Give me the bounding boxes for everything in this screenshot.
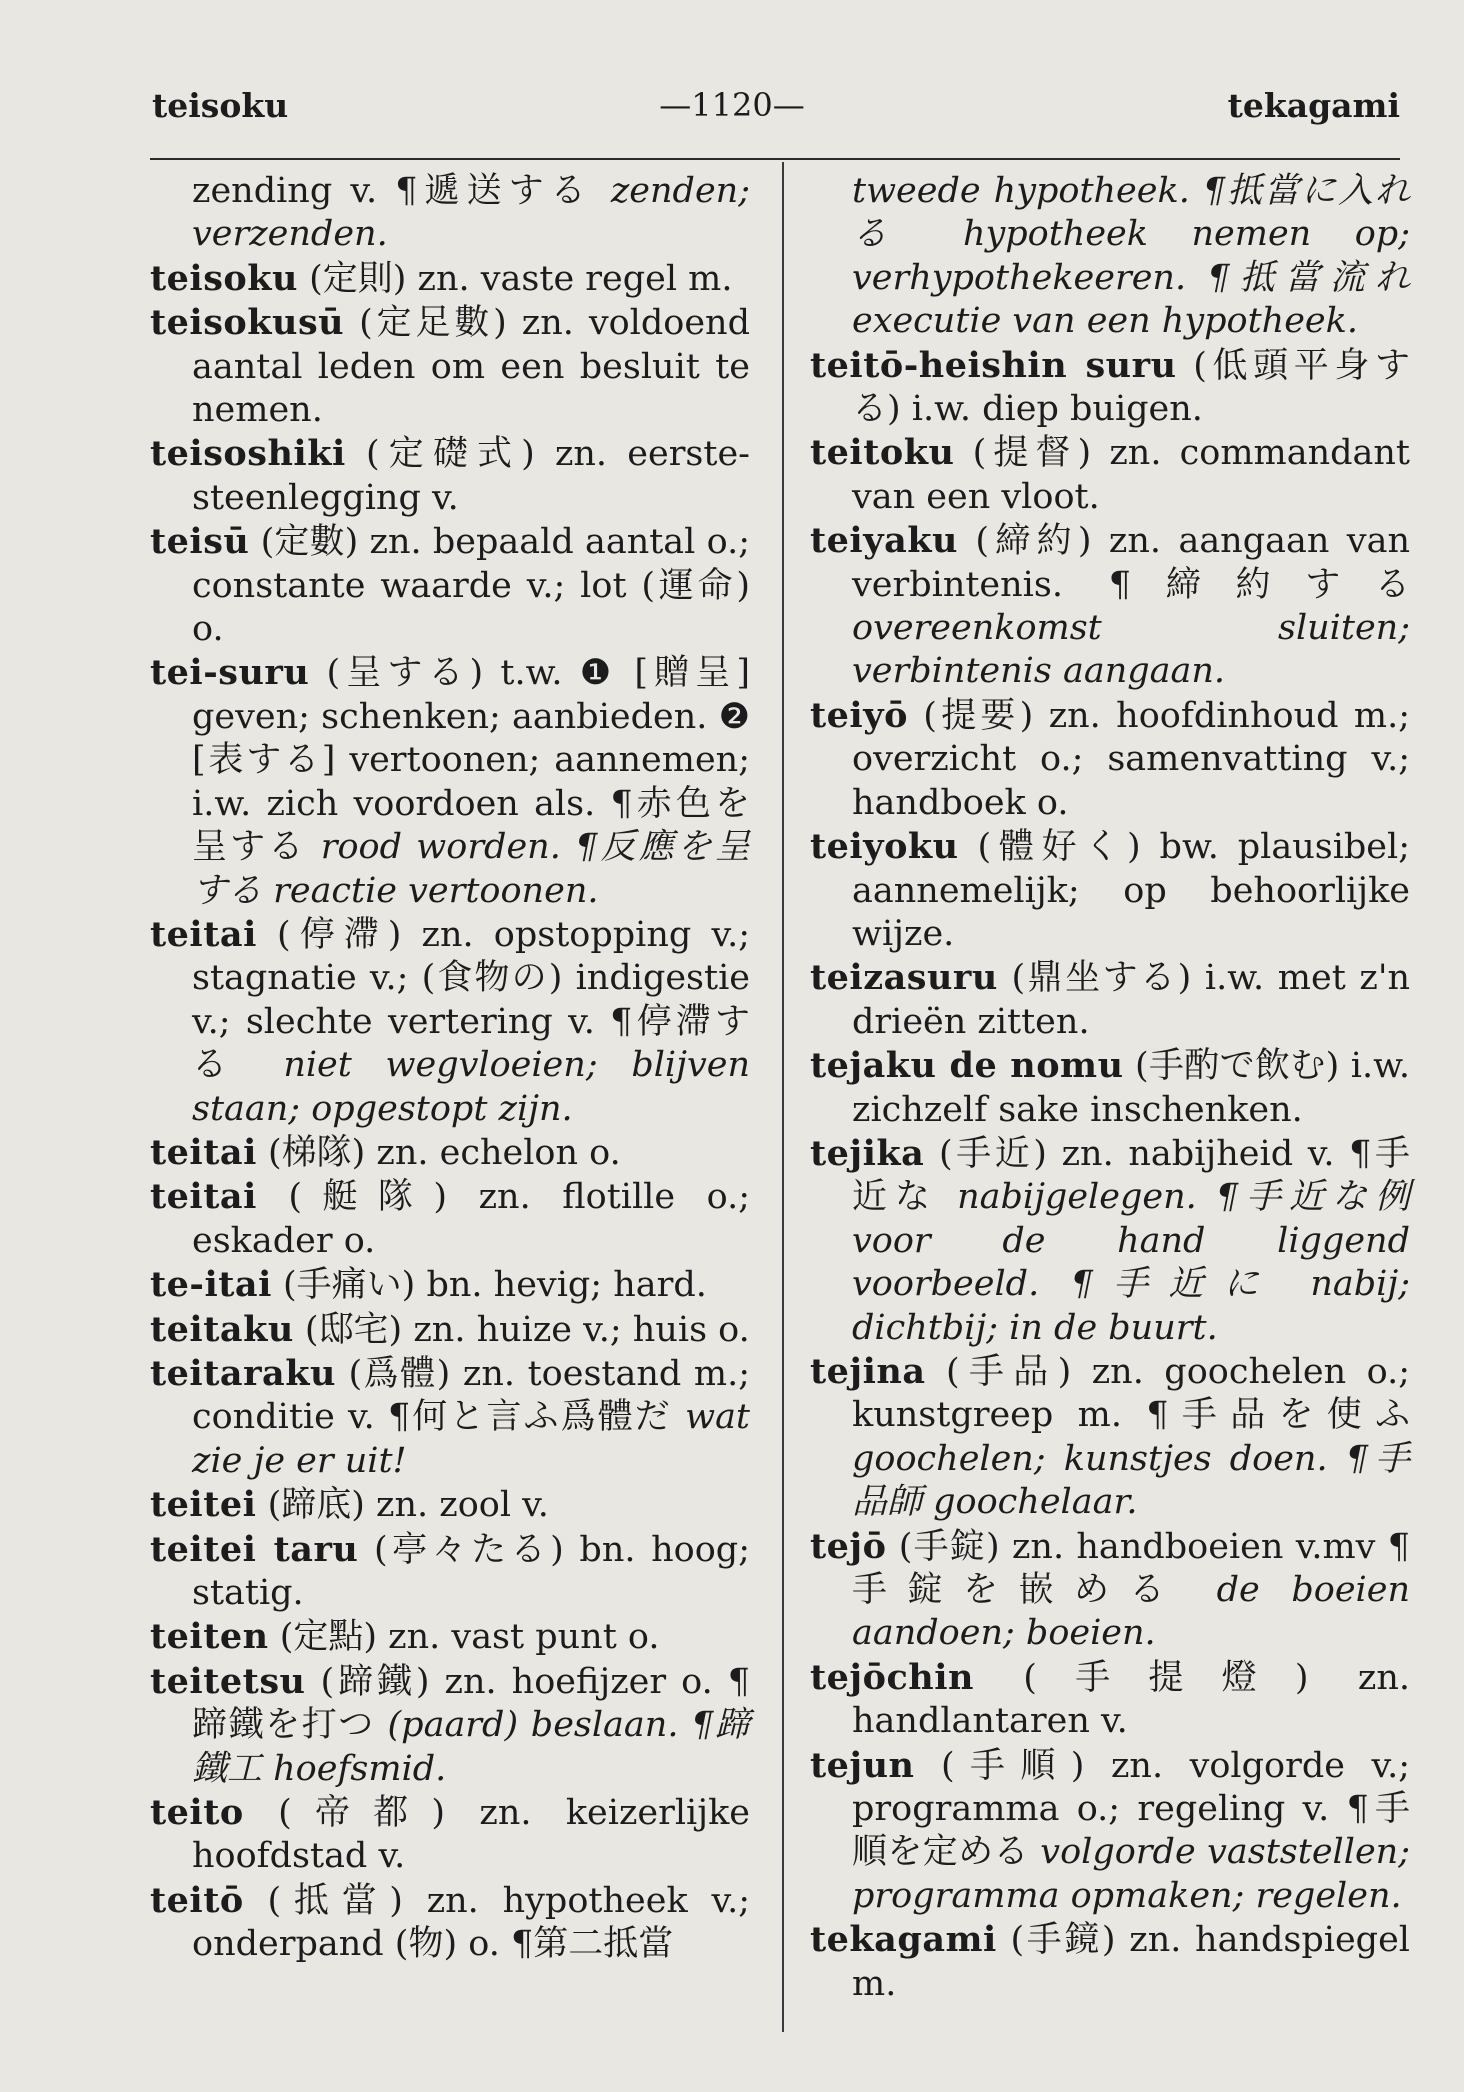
dictionary-entry: [150, 1483, 750, 1527]
dictionary-entry: [810, 956, 1410, 1044]
headword: teiyoku: [810, 826, 959, 868]
headword: teitei taru: [150, 1528, 359, 1570]
headword: teitai: [150, 1131, 257, 1173]
dictionary-entry: [150, 1308, 750, 1352]
definition-text: (亭々たる) bn. hoog; statig.: [192, 1529, 751, 1613]
headword: teiten: [150, 1616, 269, 1658]
definition-text: (手酌で飲む) i.w. zichzelf sake inschenken.: [852, 1046, 1411, 1130]
definition-text: (帝都) zn. keizerlijke hoofdstad v.: [192, 1793, 750, 1877]
definition-text: (艇隊) zn. flotille o.; eskader o.: [192, 1177, 750, 1261]
headword: teitai: [150, 1176, 257, 1218]
definition-text: (定點) zn. vast punt o.: [268, 1617, 660, 1658]
dictionary-entry: [150, 1352, 750, 1483]
definition-text: (手錠) zn. handboeien v.mv ¶手錠を嵌める: [852, 1526, 1410, 1610]
headword: teiyaku: [810, 520, 958, 562]
headword: teitaraku: [150, 1352, 336, 1394]
definition-text: (手鏡) zn. handspiegel m.: [852, 1920, 1410, 2004]
headword: teitō-heishin suru: [810, 344, 1177, 386]
translation-example: de boeien aandoen; boeien.: [852, 1570, 1410, 1654]
headword: tejō: [810, 1525, 887, 1567]
dictionary-entry: [150, 1175, 750, 1263]
dictionary-entry: [810, 1918, 1410, 2006]
definition-text: (手近) zn. nabijheid v. ¶手近な: [852, 1133, 1410, 1218]
definition-text: (定礎式) zn. eerste-steenlegging v.: [192, 434, 750, 518]
definition-text: (手痛い) bn. hevig; hard.: [271, 1265, 707, 1306]
translation-example: tweede hypotheek. ¶抵當に入れる hypotheek nemen op; verhypothekeeren. ¶抵當流れ executie van een hypotheek.: [852, 171, 1410, 342]
definition-text: (邸宅) zn. huize v.; huis o.: [293, 1309, 750, 1350]
headword: teitei: [150, 1484, 257, 1526]
translation-example: overeenkomst sluiten; verbintenis aangaan.: [852, 608, 1410, 692]
dictionary-entry: [150, 257, 750, 301]
headword: teitō: [150, 1879, 244, 1921]
translation-example: (paard) beslaan. ¶蹄鐵工 hoefsmid.: [192, 1705, 750, 1789]
headword: tejika: [810, 1132, 925, 1174]
dictionary-entry: [810, 1656, 1410, 1744]
dictionary-entry: [150, 1615, 750, 1659]
definition-text: (定足數) zn. voldoend aantal leden om een besluit te nemen.: [192, 303, 750, 431]
headword: tejōchin: [810, 1656, 974, 1698]
dictionary-entry: [150, 1131, 750, 1175]
dictionary-entry: [150, 1879, 750, 1967]
header-last-headword: tekagami: [1227, 86, 1400, 125]
dictionary-entry: [150, 913, 750, 1131]
dictionary-entry: [150, 432, 750, 520]
definition-text: zending v. ¶遞送する: [192, 171, 611, 211]
translation-example: wat zie je er uit!: [192, 1397, 750, 1481]
dictionary-entry: [150, 520, 750, 651]
dictionary-entry: [810, 431, 1410, 519]
dictionary-entry: [810, 694, 1410, 825]
dictionary-entry: [150, 651, 750, 912]
headword: tekagami: [810, 1919, 997, 1961]
definition-text: (提督) zn. commandant van een vloot.: [852, 433, 1410, 517]
dictionary-entry: [150, 301, 750, 432]
definition-text: (提要) zn. hoofdinhoud m.; overzicht o.; samenvatting v.; handboek o.: [852, 695, 1410, 823]
translation-example: niet wegvloeien; blijven staan; opgestopt zijn.: [192, 1045, 750, 1129]
definition-text: (手提燈) zn. handlantaren v.: [852, 1657, 1410, 1742]
translation-example: zenden; verzenden.: [192, 171, 750, 255]
dictionary-entry: [150, 1791, 750, 1879]
definition-text: (手順) zn. volgorde v.; programma o.; regeling v. ¶手順を定める: [852, 1745, 1410, 1873]
definition-text: (蹄底) zn. zool v.: [256, 1485, 549, 1526]
dictionary-entry: [150, 1660, 750, 1791]
dictionary-entry: [810, 1744, 1410, 1919]
right-column: [810, 170, 1410, 2006]
dictionary-entry: [810, 1132, 1410, 1350]
headword: teiyō: [810, 694, 908, 736]
translation-example: goochelen; kunstjes doen. ¶手品師 goochelaar.: [852, 1438, 1410, 1523]
headword: te-itai: [150, 1264, 272, 1306]
dictionary-entry: [150, 1528, 750, 1616]
definition-text: (爲體) zn. toestand m.; conditie v. ¶何と言ふ爲體だ: [192, 1353, 750, 1438]
headword: tejaku de nomu: [810, 1045, 1124, 1087]
dictionary-entry: [810, 1350, 1410, 1525]
left-column: [150, 170, 750, 1967]
dictionary-entry: [810, 1525, 1410, 1656]
headword: teitai: [150, 913, 257, 955]
translation-example: nabijgelegen. ¶手近な例 voor de hand liggend voorbeeld. ¶手近に nabij; dichtbij; in de buurt.: [852, 1177, 1410, 1348]
dictionary-entry: [150, 170, 750, 257]
definition-text: (體好く) bw. plausibel; aannemelijk; op behoorlijke wijze.: [852, 827, 1410, 954]
definition-text: (抵當) zn. hypotheek v.; onderpand (物) o. ¶第二抵當: [192, 1880, 750, 1965]
definition-text: (蹄鐵) zn. hoefijzer o. ¶蹄鐵を打つ: [192, 1661, 750, 1746]
headword: teito: [150, 1792, 244, 1834]
dictionary-entry: [150, 1263, 750, 1307]
headword: teitetsu: [150, 1660, 306, 1702]
page-number: —1120—: [659, 86, 805, 124]
headword: teitaku: [150, 1308, 294, 1350]
dictionary-entry: [810, 344, 1410, 432]
header-rule: [150, 158, 1400, 160]
headword: teizasuru: [810, 957, 998, 999]
headword: teitoku: [810, 432, 955, 474]
column-divider: [782, 162, 784, 2032]
definition-text: (低頭平身する) i.w. diep buigen.: [852, 345, 1410, 430]
definition-text: (停滯) zn. opstopping v.; stagnatie v.; (食物の) indigestie v.; slechte vertering v. ¶停滯する: [192, 914, 750, 1086]
headword: teisoku: [150, 257, 298, 299]
definition-text: (呈する) t.w. ❶ [贈呈] geven; schenken; aanbieden. ❷ [表する] vertoonen; aannemen; i.w. zich voordoen als. ¶赤色を呈する: [192, 653, 750, 868]
headword: teisū: [150, 521, 250, 563]
headword: tei-suru: [150, 652, 310, 694]
translation-example: rood worden. ¶反應を呈する reactie vertoonen.: [192, 827, 750, 911]
header-first-headword: teisoku: [152, 86, 289, 125]
headword: tejina: [810, 1350, 926, 1392]
definition-text: (定則) zn. vaste regel m.: [297, 258, 733, 299]
dictionary-entry: [810, 1044, 1410, 1132]
definition-text: (手品) zn. goochelen o.; kunstgreep m. ¶手品を使ふ: [852, 1351, 1410, 1436]
definition-text: (定數) zn. bepaald aantal o.; constante waarde v.; lot (運命) o.: [192, 522, 750, 650]
dictionary-entry: [810, 825, 1410, 956]
headword: teisokusū: [150, 302, 345, 344]
definition-text: (締約) zn. aangaan van verbintenis. ¶締約する: [852, 521, 1410, 605]
headword: tejun: [810, 1744, 915, 1786]
headword: teisoshiki: [150, 433, 346, 475]
dictionary-entry: [810, 519, 1410, 694]
definition-text: (梯隊) zn. echelon o.: [256, 1132, 621, 1173]
translation-example: volgorde vaststellen; programma opmaken; regelen.: [852, 1832, 1410, 1916]
definition-text: (鼎坐する) i.w. met z'n drieën zitten.: [852, 958, 1410, 1042]
dictionary-entry: [810, 170, 1410, 344]
